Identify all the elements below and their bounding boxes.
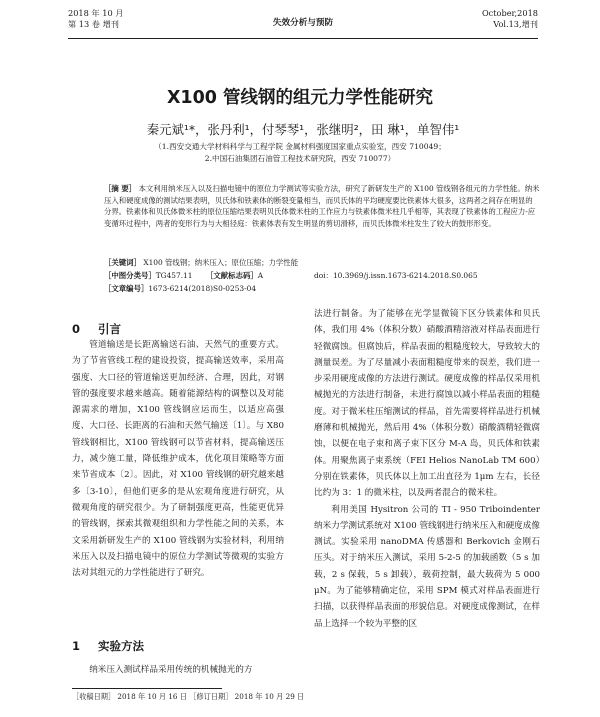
section-title: 引言 bbox=[98, 322, 121, 336]
clc-label: ［中图分类号］ bbox=[104, 271, 156, 280]
methods-paragraph: 纳米压入测试样品采用传统的机械抛光的方 bbox=[89, 665, 253, 675]
running-header bbox=[68, 8, 538, 38]
section-heading-methods bbox=[72, 638, 144, 654]
keywords bbox=[104, 257, 540, 268]
keywords-label: ［关键词］ bbox=[104, 258, 141, 267]
received-dates: ［收稿日期］ 2018 年 10 月 16 日 ［修订日期］ 2018 年 10 月 29 日 bbox=[72, 692, 305, 701]
paper-title: X100 管线钢的组元力学性能研究 bbox=[166, 88, 434, 108]
code-field bbox=[206, 270, 263, 281]
abstract-text: 本文利用纳米压入以及扫描电镜中的原位力学测试等实验方法，研究了新研发生产的 X100 管线钢各组元的力学性能。纳米压入和硬度成像的测试结果表明，贝氏体和铁素体的断裂变量相当，而贝氏体的平均硬度要比铁素体大很多，这两者之间存在明显的分界。铁素体和贝氏体微米柱的原位压缩结果表明贝氏体微米柱的工作应力与铁素体微米柱几乎相等，其表现了铁素体的工程应力-应变循环过程中，两者的变形行为与大相径庭：铁素体表有发生明显的剪切滑移，而贝氏体微米柱发生了较大的鼓形形变。 bbox=[104, 184, 540, 228]
code-label: ［文献标志码］ bbox=[206, 271, 258, 280]
code-value: A bbox=[257, 271, 264, 280]
classification-line bbox=[104, 270, 540, 281]
abstract-label: ［摘 要］ bbox=[104, 184, 137, 193]
right-column bbox=[314, 306, 540, 632]
clc-value: TG457.11 bbox=[155, 271, 193, 280]
doi-label: doi： bbox=[314, 271, 333, 280]
section-number: 0 bbox=[72, 322, 81, 336]
affiliation-2: 2.中国石油集团石油管工程技术研究院，西安 710077） bbox=[204, 154, 396, 163]
header-right bbox=[482, 8, 538, 30]
doi-value: 10.3969/j.issn.1673-6214.2018.S0.065 bbox=[332, 271, 478, 280]
header-rule bbox=[68, 38, 538, 39]
left-column bbox=[72, 337, 284, 581]
intro-paragraph: 管道输送是长距离输送石油、天然气的重要方式。为了节省管线工程的建设投资，提高输送效率，采用高强度、大口径的管道输送更加经济、合理，因此，对钢管的强度要求越来越高。随着能源结构的调整以及对能源需求的增加，X100 管线钢应运而生，以适应高强度、大口径、长距离的石油和天然气输送〔1〕。与 X80 管线钢相比，X100 管线钢可以节省材料，提高输送压力，减少施工量，降低维护成本，优化项目策略等方面来节省成本〔2〕。因此，对 X100 管线钢的研究越来越多〔3-10〕，但他们更多的是从宏观角度进行研究，从微观角度的研究很少。为了研制强度更高，性能更优异的管线钢，探索其微观组织和力学性能之间的关系，本文采用新研发生产的 X100 管线钢为实验材料，利用纳米压入以及扫描电镜中的原位力学测试等微观的实验方法对其组元的力学性能进行了研究。 bbox=[72, 340, 284, 579]
header-volume-en: Vol.13,增刊 bbox=[493, 19, 538, 29]
article-number-line bbox=[104, 283, 256, 294]
header-volume: 第 13 卷 增刊 bbox=[68, 19, 119, 29]
section-heading-intro bbox=[72, 321, 121, 337]
journal-name: 失效分析与预防 bbox=[272, 18, 334, 28]
author-list: 秦元斌¹*，张丹利¹，付琴琴¹，张继明²，田 琳¹，单智伟¹ bbox=[146, 122, 460, 137]
header-date: 2018 年 10 月 bbox=[68, 8, 124, 18]
right-paragraph: 法进行制备。为了能够在光学显微镜下区分铁素体和贝氏体，我们用 4%（体积分数）硝酸酒精溶液对样品表面进行轻微腐蚀。但腐蚀后，样品表面的粗糙度较大，导致较大的测量误差。为了尽量减小表面粗糙度带来的误差，我们进一步采用硬度成像的方法进行测试。硬度成像的样品仅采用机械抛光的方法进行制备，未进行腐蚀以减小样品表面的粗糙度。对于微米柱压缩测试的样品，首先需要将样品进行机械磨薄和机械抛光，然后用 4%（体积分数）硝酸酒精轻微腐蚀，以便在电子束和离子束下区分 M-A 岛，贝氏体和铁素体。用聚焦离子束系统（FEI Helios NanoLab TM 600）分别在铁素体，贝氏体以上加工出直径为 1μm 左右，长径比约为 3：1 的微米柱，以及两者混合的微米柱。 bbox=[314, 309, 540, 499]
methods-start bbox=[72, 662, 284, 678]
right-paragraph: 利用美国 Hysitron 公司的 TI - 950 Triboindenter 纳米力学测试系统对 X100 管线钢进行纳米压入和硬度成像测试。实验采用 nanoDMA 传感器和 Berkovich 金刚石压头。对于纳米压入测试，采用 5-2-5 的加载函数（5 s 加载，2 s 保载，5 s 卸载），载荷控制，最大载荷为 5 000 μN。为了能够精确定位，采用 SPM 模式对样品表面进行扫描，以获得样品表面的形貌信息。对硬度成像测试，在样品上选择一个较为平整的区 bbox=[314, 504, 540, 629]
section-number: 1 bbox=[72, 639, 81, 653]
article-label: ［文章编号］ bbox=[104, 284, 149, 293]
header-date-en: October,2018 bbox=[481, 8, 538, 18]
clc-field bbox=[104, 270, 192, 281]
keywords-text: X100 管线钢；纳米压入；原位压缩；力学性能 bbox=[143, 258, 299, 267]
affiliation-1: （1.西安交通大学材料科学与工程学院 金属材料强度国家重点实验室，西安 710049； bbox=[154, 142, 446, 151]
footnote-rule bbox=[72, 688, 222, 689]
section-title: 实验方法 bbox=[98, 639, 144, 653]
doi-field bbox=[314, 270, 478, 281]
abstract bbox=[104, 183, 540, 229]
article-value: 1673-6214(2018)S0-0253-04 bbox=[148, 284, 257, 293]
